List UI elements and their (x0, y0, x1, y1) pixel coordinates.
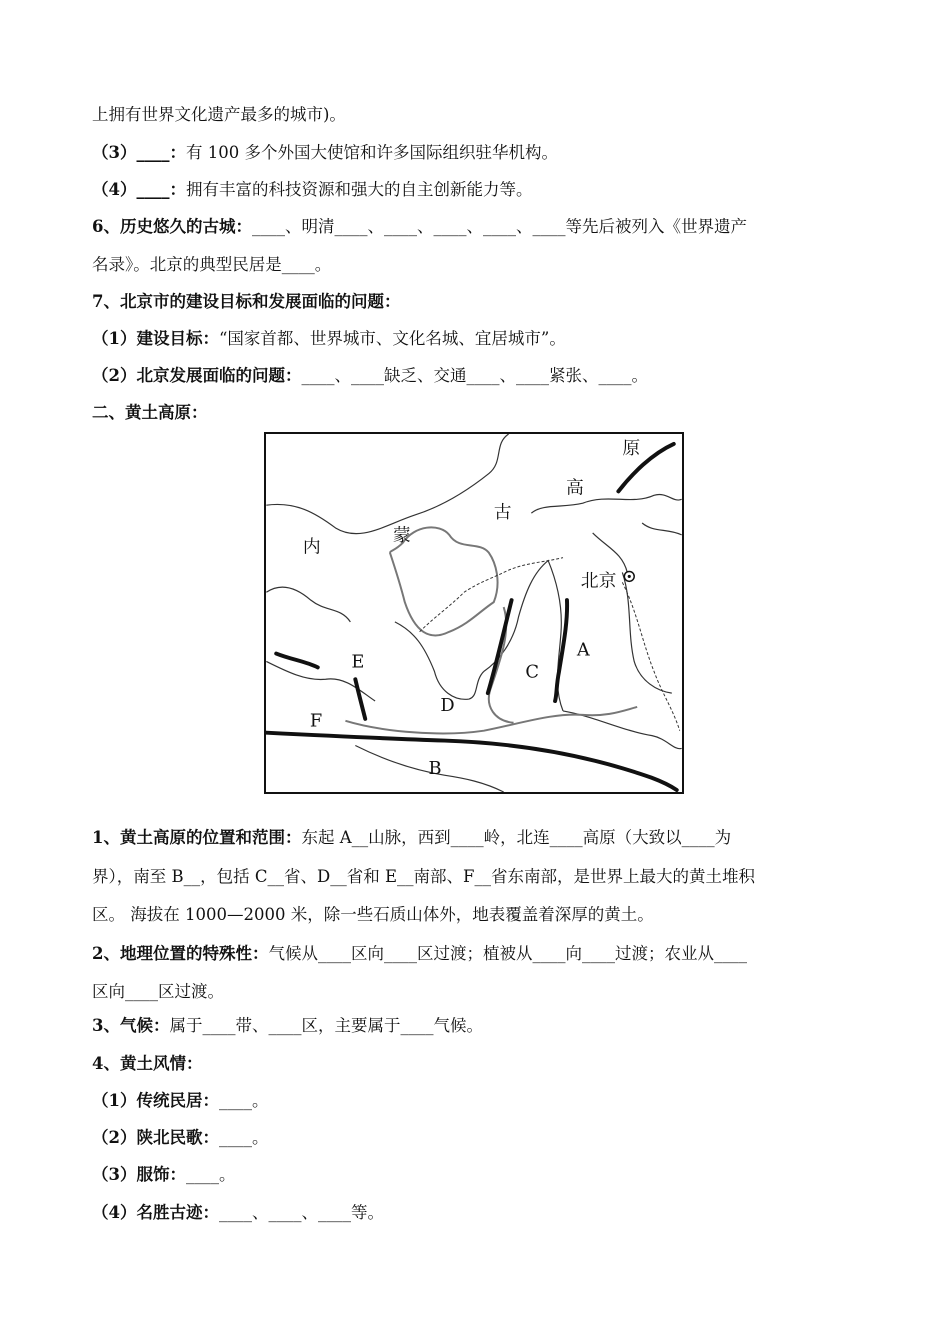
boundary-shanxi (484, 561, 563, 711)
text-run: （2）陕北民歌： (92, 1128, 219, 1147)
text-run: “国家首都、世界城市、文化名城、宜居城市”。 (218, 329, 566, 348)
map-label-gao: 高 (565, 477, 584, 499)
line-10 (92, 828, 731, 848)
mountain-qinling (266, 733, 676, 790)
text-run: 二、黄土高原： (92, 403, 208, 422)
line-8 (92, 366, 648, 386)
map-label-meng: 蒙 (392, 524, 411, 546)
text-run: （1）建设目标： (92, 329, 219, 348)
line-11 (92, 867, 755, 887)
map-label-C: C (525, 661, 540, 683)
text-run: ____。 (185, 1165, 236, 1184)
line-14 (92, 982, 224, 1002)
text-run: 有 100 多个外国大使馆和许多国际组织驻华机构。 (185, 143, 558, 162)
mountain-wuqiao (276, 654, 318, 668)
line-6 (92, 292, 400, 312)
boundary-west (266, 587, 350, 622)
line-4 (92, 217, 747, 237)
text-run: （4）名胜古迹： (92, 1203, 219, 1222)
line-20 (92, 1203, 384, 1223)
text-run: （4）____： (92, 180, 186, 199)
line-2 (92, 143, 558, 163)
text-run: 区。 海拔在 1000—2000 米，除一些石质山体外，地表覆盖着深厚的黄土。 (92, 905, 654, 924)
line-9 (92, 403, 208, 423)
map-label-A: A (576, 639, 590, 661)
map-label-nei: 内 (302, 536, 321, 558)
boundary-hebei (622, 572, 671, 693)
map-label-F: F (309, 710, 323, 732)
text-run: 3、气候： (92, 1016, 170, 1035)
mountain-liupan (355, 679, 365, 719)
line-17 (92, 1091, 268, 1111)
boundary-shaanxi (395, 622, 484, 699)
text-run: ____。 (218, 1091, 269, 1110)
line-7 (92, 329, 566, 349)
text-run: 属于____带、____区，主要属于____气候。 (169, 1016, 483, 1035)
map-svg (266, 434, 682, 792)
line-15 (92, 1016, 483, 1036)
boundary-henan (563, 711, 682, 749)
text-run: 拥有丰富的科技资源和强大的自主创新能力等。 (185, 180, 533, 199)
text-run: （3）____： (92, 143, 186, 162)
boundary-northeast (531, 494, 681, 513)
text-run: 气候从____区向____区过渡；植被从____向____过渡；农业从____ (268, 944, 747, 963)
text-run: 1、黄土高原的位置和范围： (92, 828, 302, 847)
text-run: ____。 (218, 1128, 269, 1147)
text-run: （1）传统民居： (92, 1091, 219, 1110)
text-run: ____、明清____、____、____、____、____等先后被列入《世界遗产 (251, 217, 747, 236)
text-run: （2）北京发展面临的问题： (92, 366, 302, 385)
text-run: 4、黄土风情： (92, 1054, 203, 1073)
map-label-beijing: 北京 (580, 570, 617, 592)
line-18 (92, 1128, 268, 1148)
text-run: 上拥有世界文化遗产最多的城市)。 (92, 105, 346, 124)
line-19 (92, 1165, 235, 1185)
text-run: （3）服饰： (92, 1165, 186, 1184)
map-label-gu: 古 (493, 502, 512, 524)
text-run: 区向____区过渡。 (92, 982, 224, 1001)
great-wall-dashed (420, 558, 563, 632)
text-run: ____、____缺乏、交通____、____紧张、____。 (301, 366, 648, 385)
line-13 (92, 944, 747, 964)
line-5 (92, 255, 331, 275)
text-run: ____、____、____等。 (218, 1203, 384, 1222)
line-12 (92, 905, 654, 925)
text-run: 东起 A__山脉，西到____岭，北连____高原（大致以____为 (301, 828, 732, 847)
text-run: 7、北京市的建设目标和发展面临的问题： (92, 292, 401, 311)
line-3 (92, 180, 532, 200)
map-label-yuan: 原 (622, 437, 641, 459)
map-label-D: D (440, 694, 455, 716)
text-run: 2、地理位置的特殊性： (92, 944, 269, 963)
line-16 (92, 1054, 202, 1074)
text-run: 6、历史悠久的古城： (92, 217, 252, 236)
map-label-E: E (351, 651, 365, 673)
boundary-misc (593, 523, 682, 572)
text-run: 界），南至 B__，包括 C__省、D__省和 E__南部、F__省东南部，是世界上最大的黄土堆积 (92, 867, 755, 886)
text-run: 名录》。北京的典型民居是____。 (92, 255, 332, 274)
line-1 (92, 105, 346, 125)
map-label-B: B (428, 758, 442, 780)
mountain-luliang (488, 600, 512, 693)
loess-plateau-map (264, 432, 684, 794)
boundary-north (266, 434, 508, 534)
